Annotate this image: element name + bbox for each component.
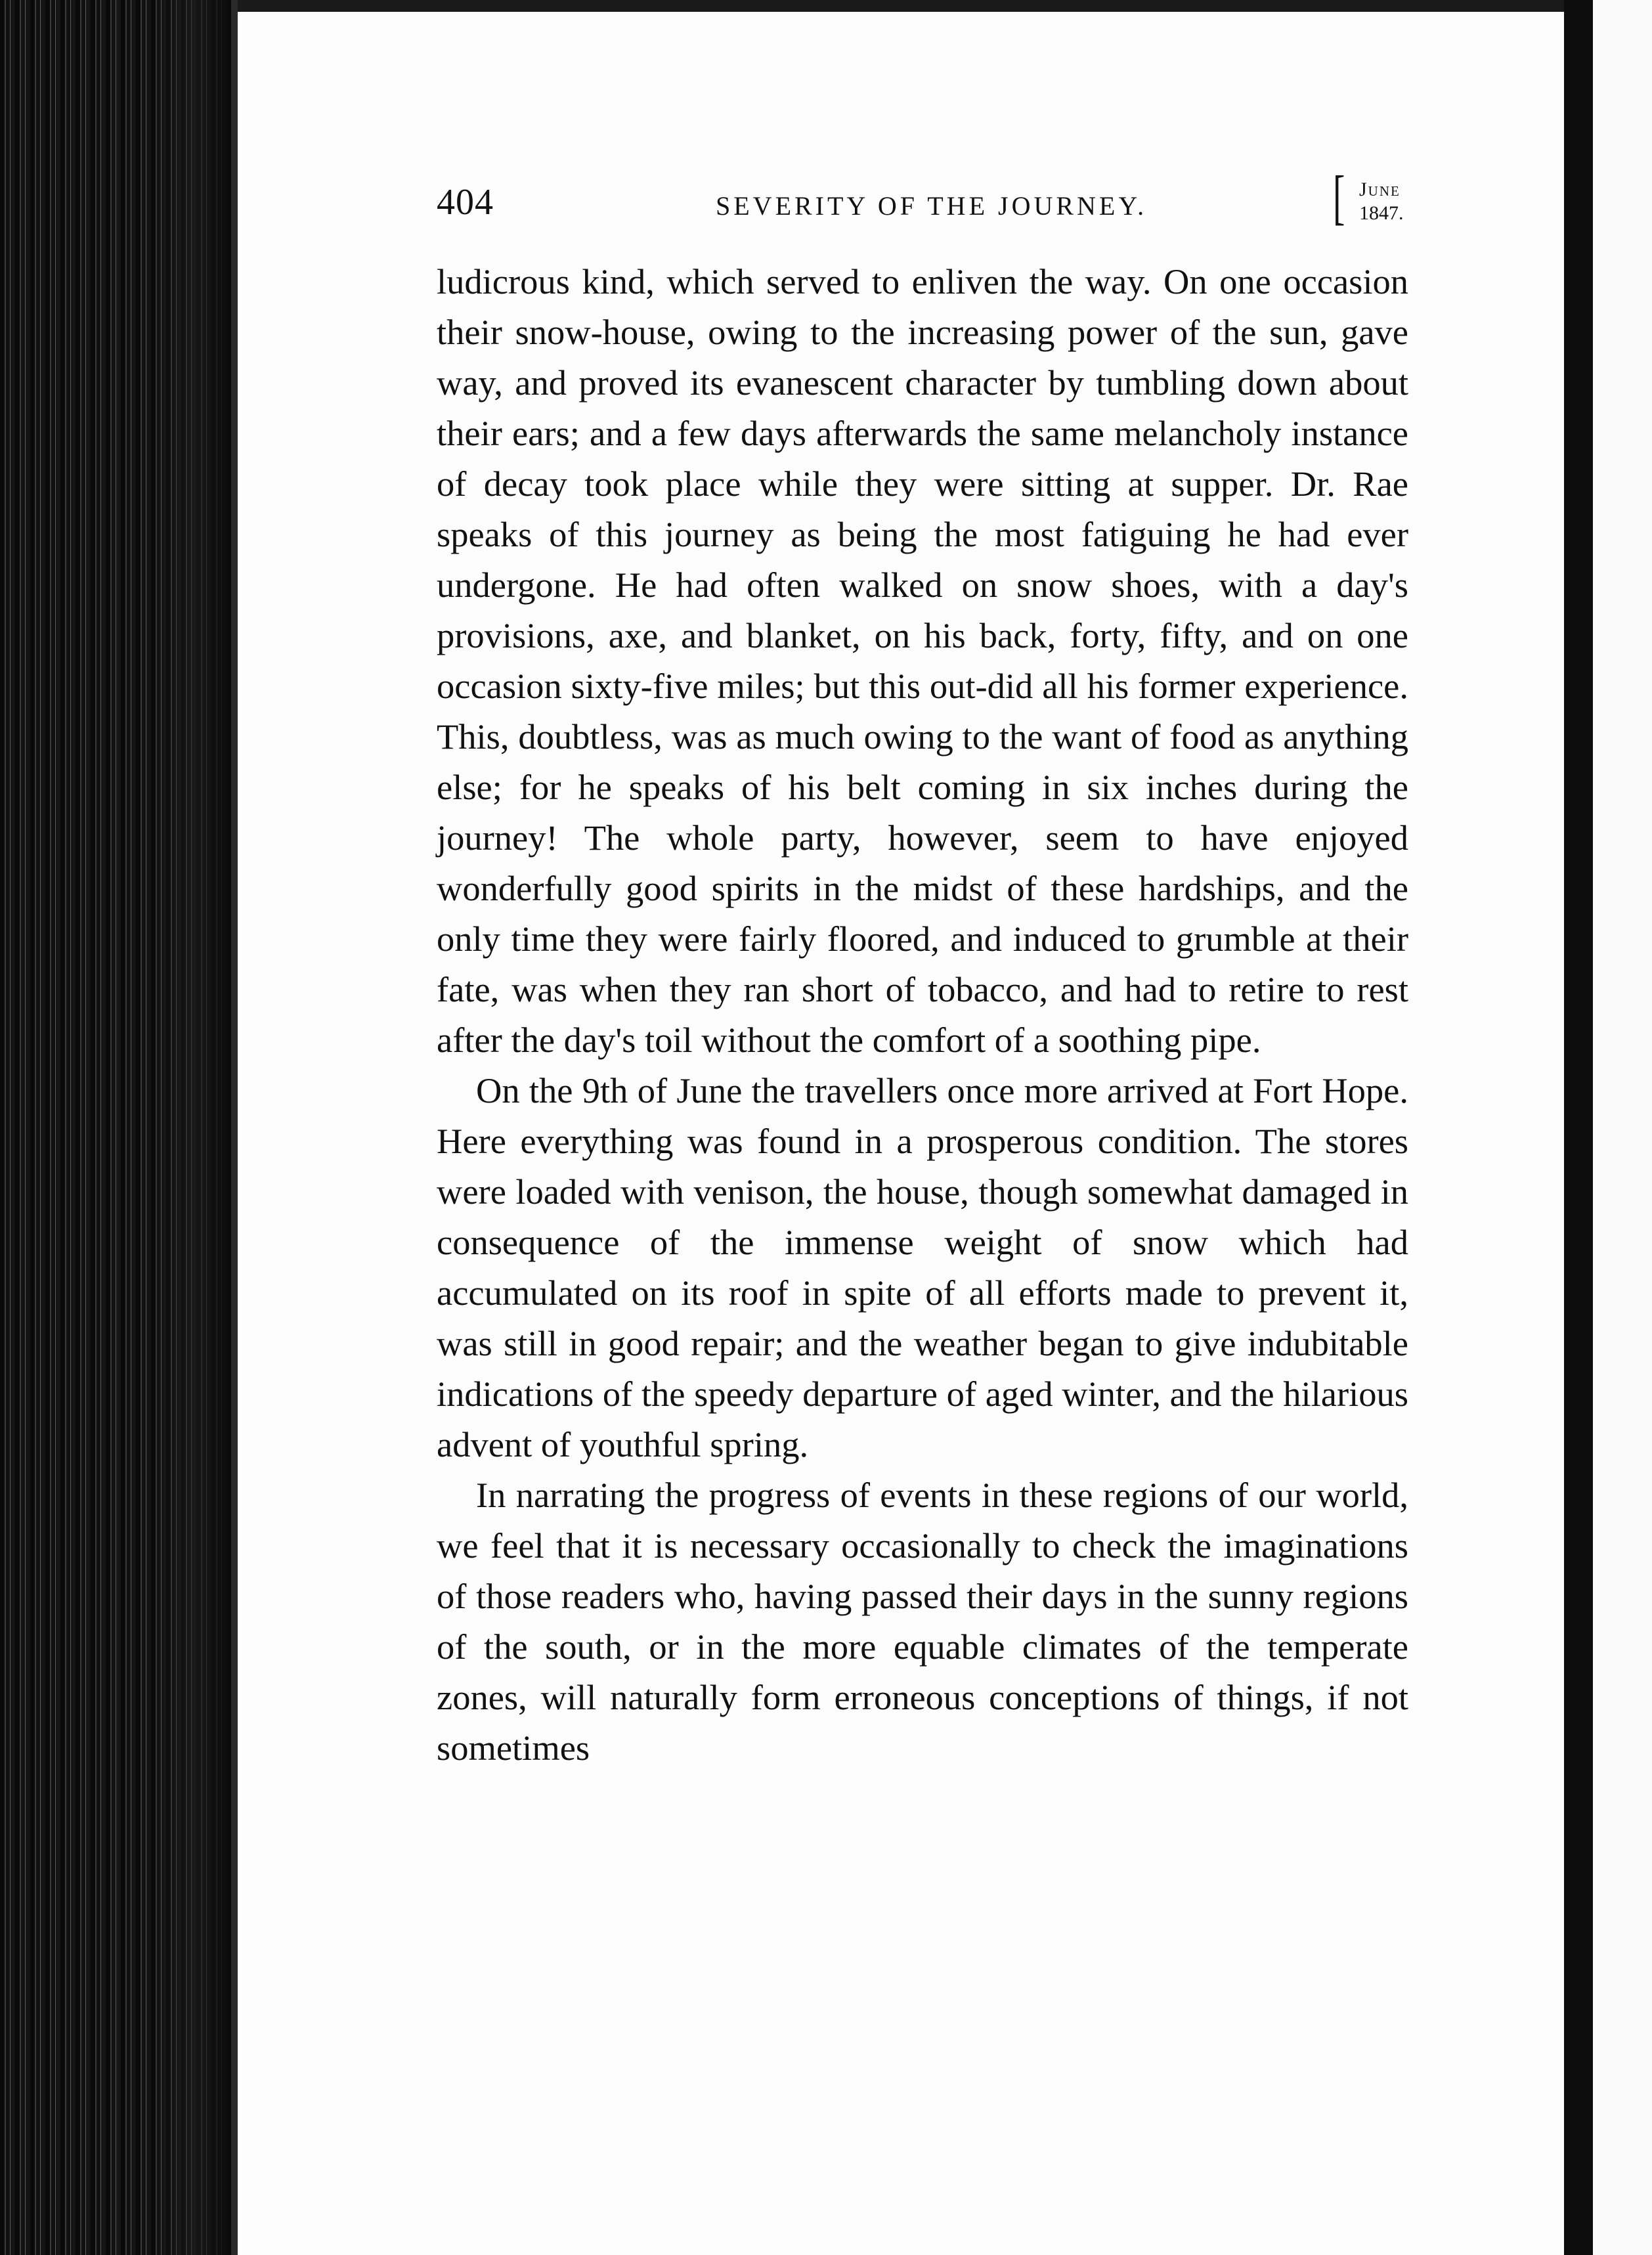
date-marginal-note (1333, 164, 1431, 231)
paragraph: ludicrous kind, which served to enliven the way. On one occasion their snow-house, owing to the increasing power of the sun, gave way, and proved its evanescent character by tumbling down about their ears; and a few days afterwards the same melancholy instance of decay took place while they were sitting at supper. Dr. Rae speaks of this journey as being the most fatiguing he had ever undergone. He had often walked on snow shoes, with a day's provisions, axe, and blanket, on his back, forty, fifty, and on one occasion sixty-five miles; but this out-did all his former experience. This, doubtless, was as much owing to the want of food as anything else; for he speaks of his belt coming in six inches during the journey! The whole party, however, seem to have enjoyed wonderfully good spirits in the midst of these hardships, and the only time they were fairly floored, and induced to grumble at their fate, was when they ran short of tobacco, and had to retire to rest after the day's toil without the comfort of a soothing pipe. (437, 261, 1408, 1060)
paragraph: In narrating the progress of events in these regions of our world, we feel that it is necessary occasionally to check the imaginations of those readers who, having passed their days in the sunny regions of the south, or in the more equable climates of the temperate zones, will naturally form erroneous conceptions of things, if not sometimes (437, 1475, 1408, 1768)
page-number: 404 (437, 182, 494, 223)
scan-right-margin (1593, 0, 1652, 2255)
bracket-icon: [ (1333, 164, 1345, 230)
running-header (437, 164, 1422, 235)
body-text (437, 256, 1408, 1773)
binding-shadow (151, 0, 231, 2255)
date-year: 1847. (1359, 202, 1404, 224)
paragraph: On the 9th of June the travellers once more arrived at Fort Hope. Here everything was found in a prosperous condition. The stores were loaded with venison, the house, though somewhat damaged in consequence of the immense weight of snow which had accumulated on its roof in spite of all efforts made to prevent it, was still in good repair; and the weather began to give indubitable indications of the speedy departure of aged winter, and the hilarious advent of youthful spring. (437, 1070, 1408, 1464)
scan-right-border (1564, 0, 1593, 2255)
page-left-edge (231, 0, 238, 2255)
running-title: SEVERITY OF THE JOURNEY. (716, 191, 1148, 221)
scan-top-border (231, 0, 1564, 12)
date-month: June (1359, 179, 1401, 200)
